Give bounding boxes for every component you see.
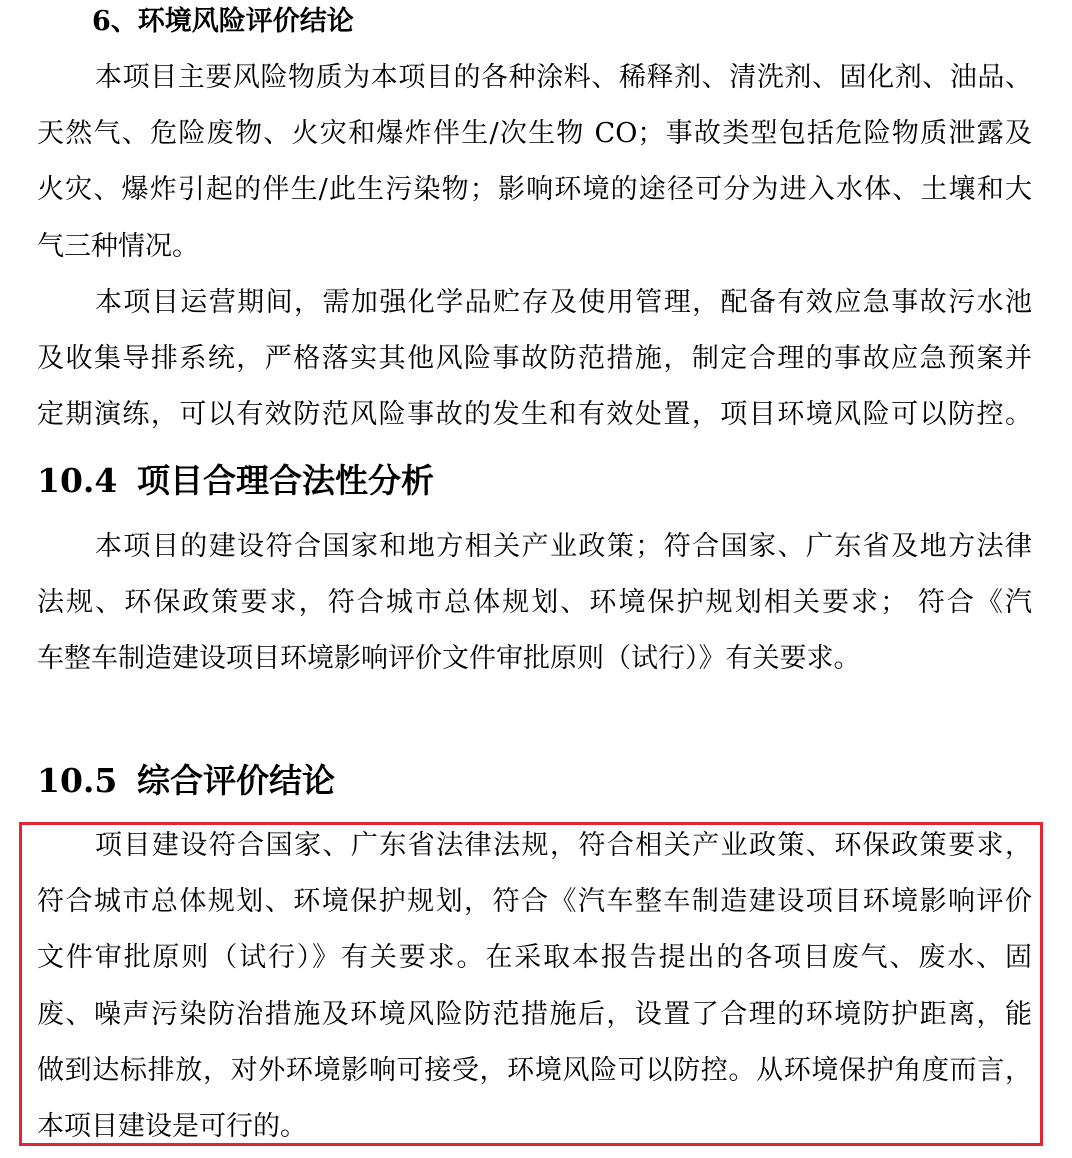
section-10-5-paragraph bbox=[37, 818, 1032, 1155]
risk-paragraph-1-line: 气三种情况。 bbox=[37, 230, 199, 262]
risk-paragraph-2-line: 本项目运营期间，需加强化学品贮存及使用管理，配备有效应急事故污水池 bbox=[95, 287, 1032, 318]
risk-paragraph-1-line: 火灾、爆炸引起的伴生/此生污染物；影响环境的途径可分为进入水体、土壤和大 bbox=[37, 174, 1032, 206]
section-10-4-line: 车整车制造建设项目环境影响评价文件审批原则（试行）》有关要求。 bbox=[37, 643, 861, 675]
section-number: 10.5 bbox=[37, 761, 118, 800]
section-10-5-line: 文件审批原则（试行）》有关要求。在采取本报告提出的各项目废气、废水、固 bbox=[37, 942, 1032, 974]
section-title: 综合评价结论 bbox=[137, 761, 335, 800]
risk-paragraph-1 bbox=[37, 50, 1032, 275]
section-10-4-line: 法规、环保政策要求，符合城市总体规划、环境保护规划相关要求； 符合《汽 bbox=[37, 587, 1032, 619]
risk-paragraph-2-line: 定期演练，可以有效防范风险事故的发生和有效处置，项目环境风险可以防控。 bbox=[37, 399, 1032, 431]
risk-paragraph-1-line: 本项目主要风险物质为本项目的各种涂料、稀释剂、清洗剂、固化剂、油品、 bbox=[95, 62, 1032, 93]
section-10-5-line: 项目建设符合国家、广东省法律法规，符合相关产业政策、环保政策要求， bbox=[95, 830, 1032, 861]
section-10-4-paragraph bbox=[37, 519, 1032, 688]
section-10-5-line: 本项目建设是可行的。 bbox=[37, 1110, 307, 1142]
risk-paragraph-1-line: 天然气、危险废物、火灾和爆炸伴生/次生物 CO；事故类型包括危险物质泄露及 bbox=[37, 118, 1032, 150]
section-10-4-line: 本项目的建设符合国家和地方相关产业政策；符合国家、广东省及地方法律 bbox=[95, 531, 1032, 562]
section-number: 10.4 bbox=[37, 461, 118, 500]
section-10-4-heading bbox=[37, 457, 434, 505]
section-10-5-line: 符合城市总体规划、环境保护规划，符合《汽车整车制造建设项目环境影响评价 bbox=[37, 886, 1032, 918]
risk-paragraph-2-line: 及收集导排系统，严格落实其他风险事故防范措施，制定合理的事故应急预案并 bbox=[37, 343, 1032, 375]
section-title: 项目合理合法性分析 bbox=[137, 461, 434, 500]
section-10-5-heading bbox=[37, 757, 335, 805]
risk-paragraph-2 bbox=[37, 275, 1032, 444]
risk-conclusion-heading: 6、环境风险评价结论 bbox=[92, 6, 354, 37]
section-10-5-line: 做到达标排放，对外环境影响可接受，环境风险可以防控。从环境保护角度而言， bbox=[37, 1054, 1032, 1086]
section-10-5-line: 废、噪声污染防治措施及环境风险防范措施后，设置了合理的环境防护距离，能 bbox=[37, 998, 1032, 1030]
